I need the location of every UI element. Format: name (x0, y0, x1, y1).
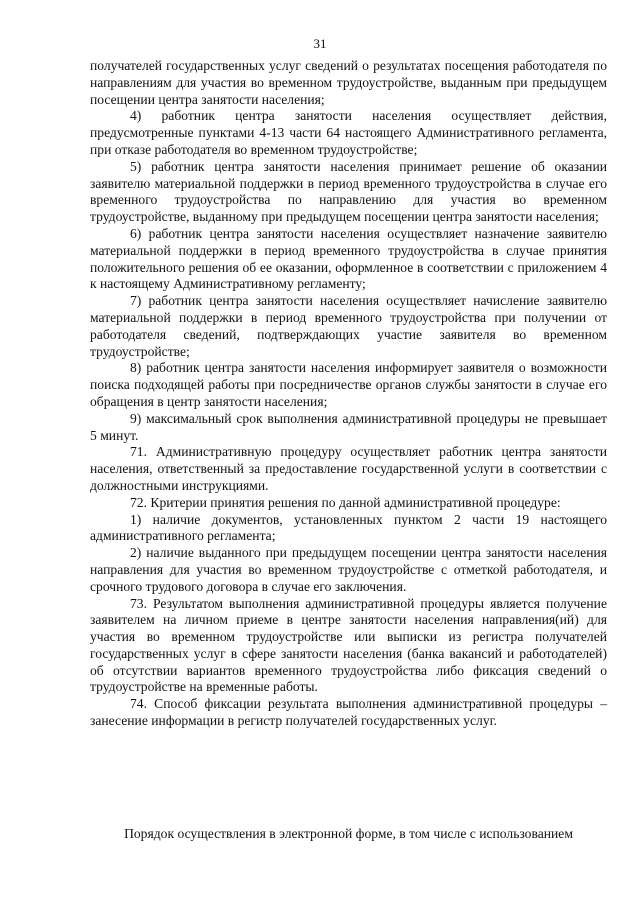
paragraph-72-item-1: 1) наличие документов, установленных пунктом 2 части 19 настоящего административного регламента; (90, 511, 607, 544)
page-number: 31 (313, 36, 327, 51)
paragraph-73: 73. Результатом выполнения административной процедуры является получение заявителем на личном приеме в центре занятости населения направления(ий) для участия во временном трудоустройстве или выписки из регистра получателей государственных услуг в сфере занятости населения (банка вакансий и работодателей) об отсутствии вариантов временного трудоустройства либо фиксация сведений о трудоустройстве на временные работы. (90, 595, 607, 695)
paragraph-item-9: 9) максимальный срок выполнения административной процедуры не превышает 5 минут. (90, 410, 607, 443)
paragraph-72-item-2: 2) наличие выданного при предыдущем посещении центра занятости населения направления для участия во временном трудоустройстве с отметкой работодателя, и срочного трудового договора в случае его заключения. (90, 545, 607, 594)
paragraph-item-6: 6) работник центра занятости населения осуществляет назначение заявителю материальной поддержки в период временного трудоустройства в случае принятия положительного решения об ее оказании, оформленное в соответствии с приложением 4 к настоящему Административному регламенту; (90, 225, 607, 292)
paragraph-item-8: 8) работник центра занятости населения информирует заявителя о возможности поиска подходящей работы при посредничестве органов службы занятости в случае его обращения в центр занятости населения; (90, 360, 607, 409)
paragraph-item-7: 7) работник центра занятости населения осуществляет начисление заявителю материальной поддержки в период временного трудоустройства при получении от работодателя сведений, подтверждающих участие заявителя во временном трудоустройстве; (90, 293, 607, 359)
paragraph-71: 71. Административную процедуру осуществляет работник центра занятости населения, ответственный за предоставление государственной услуги в соответствии с должностными инструкциями. (90, 444, 607, 493)
document-body (90, 58, 607, 730)
paragraph-item-4: 4) работник центра занятости населения осуществляет действия, предусмотренные пунктами 4-13 части 64 настоящего Административного регламента, при отказе работодателя во временном трудоустройстве; (90, 108, 607, 157)
paragraph-item-5: 5) работник центра занятости населения принимает решение об оказании заявителю материальной поддержки в период временного трудоустройства в случае его временного трудоустройства по направлению для участия во временном трудоустройстве, выданному при предыдущем посещении центра занятости населения; (90, 158, 607, 225)
paragraph-72: 72. Критерии принятия решения по данной административной процедуре: (130, 494, 561, 510)
section-heading: Порядок осуществления в электронной форме, в том числе с использованием (124, 826, 573, 841)
paragraph-74: 74. Способ фиксации результата выполнения административной процедуры – занесение информации в регистр получателей государственных услуг. (90, 696, 607, 729)
paragraph-continuation: получателей государственных услуг сведений о результатах посещения работодателя по направлениям для участия во временном трудоустройстве, выданным при предыдущем посещении центра занятости населения; (90, 58, 607, 107)
